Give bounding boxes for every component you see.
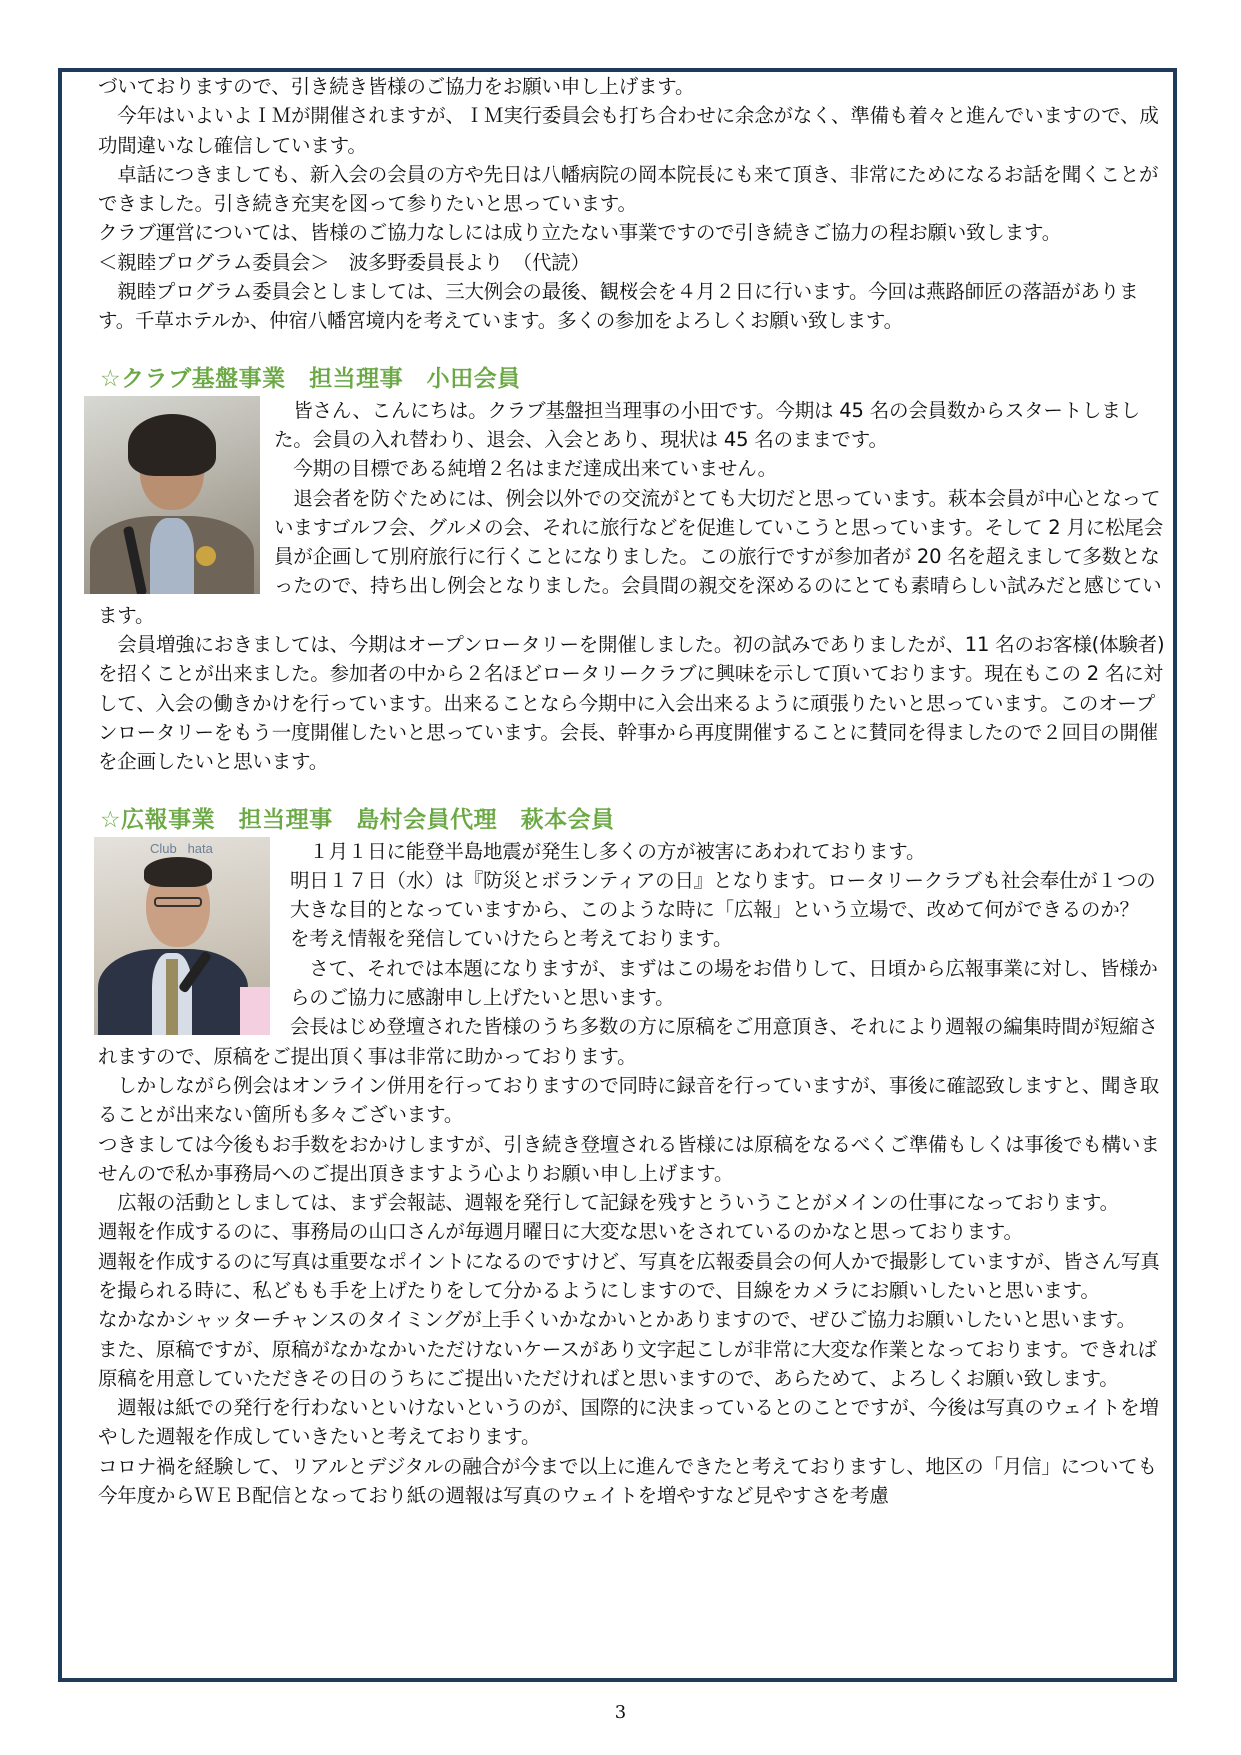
- paragraph: さて、それでは本題になりますが、まずはこの場をお借りして、日頃から広報事業に対し、皆様からのご協力に感謝申し上げたいと思います。: [290, 956, 1158, 1010]
- paragraph: 卓話につきましても、新入会の会員の方や先日は八幡病院の岡本院長にも来て頂き、非常にためになるお話を聞くことができました。引き続き充実を図って参りたいと思っています。: [98, 162, 1159, 216]
- paragraph: 今年はいよいよＩＭが開催されますが、ＩＭ実行委員会も打ち合わせに余念がなく、準備も着々と進んでいますので、成功間違いなし確信しています。: [98, 104, 1159, 157]
- section-heading: ☆広報事業 担当理事 島村会員代理 萩本会員: [100, 806, 615, 833]
- paragraph: 週報を作成するのに、事務局の山口さんが毎週月曜日に大変な思いをされているのかなと思っております。: [98, 1220, 1023, 1244]
- paragraph: 退会者を防ぐためには、例会以外での交流がとても大切だと思っています。萩本会員が中心となっていますゴルフ会、グルメの会、それに旅行などを促進していこうと思っています。そして 2 月に松尾会員が企画して別府旅行に行くことになりました。この旅行ですが参加者が 20 名を超えまして多数となったので、持ち出し例会となりました。会員間の親交を深めるのにとても素晴らしい試みだと感じています。: [98, 486, 1163, 627]
- paragraph: 今期の目標である純増２名はまだ達成出来ていません。: [274, 457, 777, 481]
- paragraph: クラブ運営については、皆様のご協力なしには成り立たない事業ですので引き続きご協力の程お願い致します。: [98, 221, 1062, 245]
- intro-block: [98, 72, 1170, 336]
- photo-sign-text: Club hata: [150, 840, 213, 856]
- paragraph: づいておりますので、引き続き皆様のご協力をお願い申し上げます。: [98, 75, 695, 98]
- paragraph: つきましては今後もお手数をおかけしますが、引き続き登壇される皆様には原稿をなるべくご準備もしくは事後でも構いませんので私か事務局へのご提出頂きますよう心よりお願い申し上げます。: [98, 1132, 1160, 1185]
- speaker-photo-hagimoto: [94, 837, 270, 1035]
- section-heading: ☆クラブ基盤事業 担当理事 小田会員: [100, 365, 521, 392]
- paragraph: 会員増強におきましては、今期はオープンロータリーを開催しました。初の試みでありましたが、11 名のお客様(体験者)を招くことが出来ました。参加者の中から２名ほどロータリークラブに興味を示して頂いております。現在もこの 2 名に対して、入会の働きかけを行っています。出来ることなら今期中に入会出来るように頑張りたいと思っています。このオープンロータリーをもう一度開催したいと思っています。会長、幹事から再度開催することに賛同を得ましたので２回目の開催を企画したいと思います。: [98, 633, 1165, 774]
- paragraph: 会長はじめ登壇された皆様のうち多数の方に原稿をご用意頂き、それにより週報の編集時間が短縮されますので、原稿をご提出頂く事は非常に助かっております。: [98, 1015, 1158, 1068]
- speaker-photo-oda: [84, 396, 260, 594]
- committee-subheading: ＜親睦プログラム委員会＞ 波多野委員長より （代読）: [98, 250, 590, 274]
- paragraph: 週報を作成するのに写真は重要なポイントになるのですけど、写真を広報委員会の何人かで撮影していますが、皆さん写真を撮られる時に、私どもも手を上げたりをして分かるようにしますので、目線をカメラにお願いしたいと思います。: [98, 1249, 1160, 1302]
- article-body: [98, 72, 1170, 1510]
- paragraph: １月１日に能登半島地震が発生し多くの方が被害にあわれております。: [290, 839, 926, 863]
- paragraph: 週報は紙での発行を行わないといけないというのが、国際的に決まっているとのことですが、今後は写真のウェイトを増やした週報を作成していきたいと考えております。: [98, 1396, 1159, 1449]
- paragraph: しかしながら例会はオンライン併用を行っておりますので同時に録音を行っていますが、事後に確認致しますと、聞き取ることが出来ない箇所も多々ございます。: [98, 1073, 1159, 1127]
- section-club-foundation: [98, 364, 1170, 777]
- section-public-relations: [98, 805, 1170, 1511]
- paragraph: 親睦プログラム委員会としましては、三大例会の最後、観桜会を４月２日に行います。今回は燕路師匠の落語があります。千草ホテルか、仲宿八幡宮境内を考えています。多くの参加をよろしくお願い致します。: [98, 280, 1139, 333]
- page-number: 3: [614, 1702, 627, 1723]
- paragraph: また、原稿ですが、原稿がなかなかいただけないケースがあり文字起こしが非常に大変な作業となっております。できれば原稿を用意していただきその日のうちにご提出いただければと思いますので、あらためて、よろしくお願い致します。: [98, 1337, 1157, 1390]
- paragraph: 広報の活動としましては、まず会報誌、週報を発行して記録を残すとういうことがメインの仕事になっております。: [98, 1191, 1119, 1215]
- paragraph: 明日１７日（水）は『防災とボランティアの日』となります。ロータリークラブも社会奉仕が１つの大きな目的となっていますから、このような時に「広報」という立場で、改めて何ができるのか？ を考え情報を発信していけたらと考えております。: [290, 868, 1159, 951]
- paragraph: コロナ禍を経験して、リアルとデジタルの融合が今まで以上に進んできたと考えておりますし、地区の「月信」についても今年度からＷＥＢ配信となっており紙の週報は写真のウェイトを増やすなど見やすさを考慮: [98, 1454, 1157, 1508]
- paragraph: なかなかシャッターチャンスのタイミングが上手くいかなかいとかありますので、ぜひご協力お願いしたいと思います。: [98, 1308, 1136, 1332]
- paragraph: 皆さん、こんにちは。クラブ基盤担当理事の小田です。今期は 45 名の会員数からスタートしました。会員の入れ替わり、退会、入会とあり、現状は 45 名のままです。: [274, 398, 1140, 451]
